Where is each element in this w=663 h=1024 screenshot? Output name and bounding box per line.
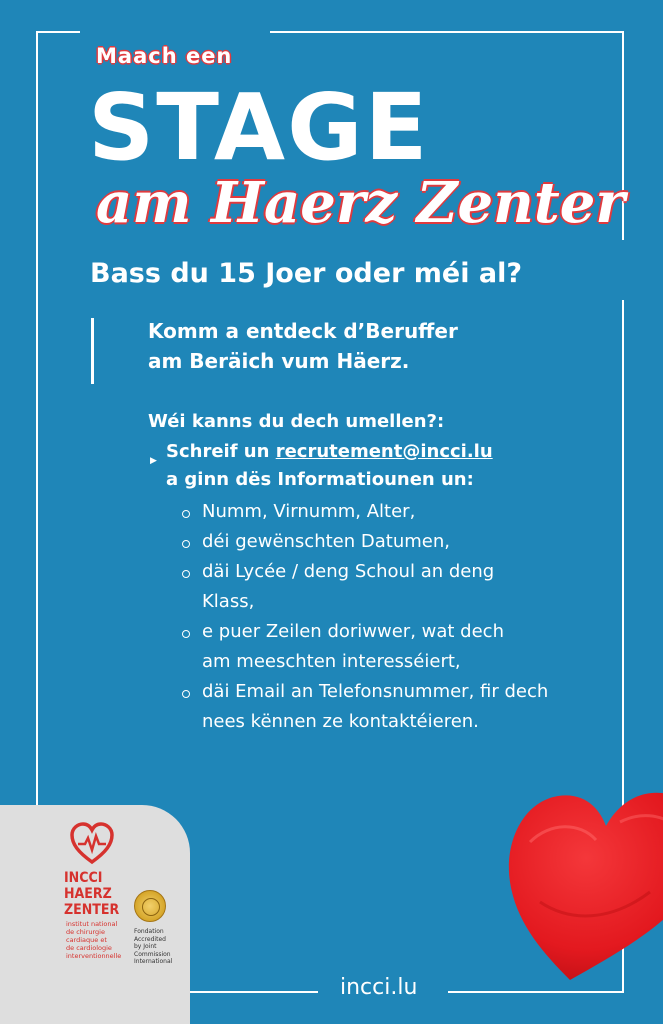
script-subtitle: am Haerz Zenter [96, 170, 625, 236]
accreditation-seal-icon [134, 890, 166, 922]
brand-subtitle-line: cardiaque et [66, 936, 107, 944]
list-item [182, 557, 532, 617]
brand-subtitle-line: institut national [66, 920, 118, 928]
headline: STAGE [88, 74, 430, 181]
brand-subtitle-line: interventionnelle [66, 952, 122, 960]
seal-line: Fondation [134, 928, 164, 935]
brand-subtitle-line: de chirurgie [66, 928, 105, 936]
circle-bullet-icon [182, 690, 190, 698]
seal-line: by Joint [134, 943, 157, 950]
intro-line: Komm a entdeck d’Beruffer [148, 319, 458, 343]
list-item-text: e puer Zeilen doriwwer, wat dech am meeschten interesséiert, [202, 621, 504, 672]
circle-bullet-icon [182, 510, 190, 518]
triangle-bullet-icon: ▶ [150, 456, 157, 466]
seal-caption [134, 928, 186, 966]
list-item-text: däi Email an Telefonsnummer, fir dech nees kënnen ze kontaktéieren. [202, 681, 549, 732]
brand-line: ZENTER [64, 902, 120, 918]
circle-bullet-icon [182, 570, 190, 578]
list-item [182, 527, 582, 557]
application-step [150, 438, 493, 494]
list-item [182, 617, 532, 677]
circle-bullet-icon [182, 630, 190, 638]
email-link[interactable]: recrutement@incci.lu [275, 441, 493, 462]
frame-gap [80, 28, 270, 36]
step-prefix: Schreif un [166, 441, 276, 462]
brand-line: HAERZ [64, 886, 112, 902]
brand-subtitle [66, 920, 136, 960]
circle-bullet-icon [182, 540, 190, 548]
info-list [182, 497, 582, 737]
brand-name [64, 870, 119, 918]
red-heart-illustration [500, 782, 663, 992]
seal-line: Accredited [134, 935, 166, 943]
intro-line: am Beräich vum Häerz. [148, 349, 410, 373]
website-link[interactable]: incci.lu [340, 975, 418, 1000]
step-line-2: a ginn dës Informatiounen un: [166, 469, 474, 490]
seal-line: Commission [134, 950, 171, 958]
howto-heading: Wéi kanns du dech umellen?: [148, 411, 445, 432]
age-question: Bass du 15 Joer oder méi al? [90, 258, 523, 289]
heart-logo-icon [70, 822, 114, 866]
list-item [182, 677, 567, 737]
list-item-text: Numm, Virnumm, Alter, [202, 501, 416, 522]
list-item [182, 497, 582, 527]
list-item-text: däi Lycée / deng Schoul an deng Klass, [202, 561, 495, 612]
frame-gap [618, 240, 628, 300]
list-item-text: déi gewënschten Datumen, [202, 531, 450, 552]
accent-bar [91, 318, 94, 384]
intro-text [148, 316, 458, 376]
kicker-text: Maach een [96, 44, 233, 68]
brand-subtitle-line: de cardiologie [66, 944, 112, 952]
brand-line: INCCI [64, 870, 103, 886]
seal-line: International [134, 958, 173, 965]
